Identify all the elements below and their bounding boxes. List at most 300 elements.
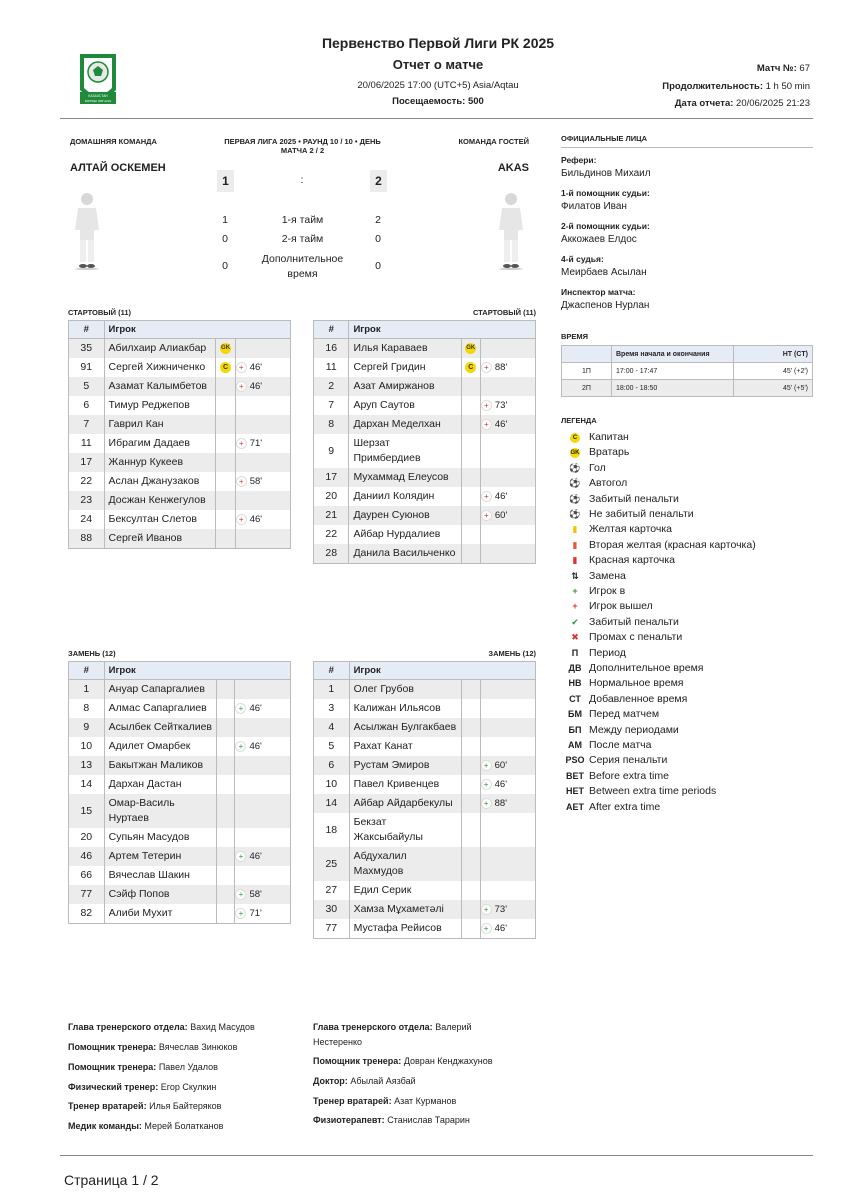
- home-kit-icon: [72, 190, 102, 270]
- player-badge-cell: [217, 885, 235, 904]
- player-badge-cell: [217, 847, 235, 866]
- player-event-cell: [480, 756, 535, 775]
- legend-item: [565, 492, 679, 507]
- player-number: 10: [69, 737, 105, 756]
- times-added: 45' (+2'): [734, 363, 813, 380]
- player-event-cell: [235, 794, 291, 828]
- home-staff-item: [68, 1099, 298, 1114]
- legend-item: [565, 769, 669, 784]
- player-number: 18: [314, 813, 350, 847]
- header-divider: [60, 118, 813, 119]
- table-row: [314, 680, 536, 700]
- legend-text: После матча: [589, 739, 652, 751]
- player-name: Айбар Нурдалиев: [349, 525, 461, 544]
- period-et-home: 0: [222, 260, 228, 272]
- player-name: Алиби Мухит: [104, 904, 216, 924]
- event-minute: 46': [494, 923, 508, 934]
- after-extra-time-abbr: AET: [566, 801, 584, 812]
- staff-role: Глава тренерского отдела:: [313, 1022, 433, 1032]
- player-number: 1: [69, 680, 105, 700]
- table-row: [69, 491, 291, 510]
- legend-text: Автогол: [589, 477, 628, 490]
- home-start-label: СТАРТОВЫЙ (11): [68, 308, 132, 317]
- legend-text: Не забитый пенальти: [589, 508, 694, 520]
- player-number: 77: [314, 919, 350, 939]
- col-player: Игрок: [349, 662, 535, 680]
- sub-in-icon: +: [481, 904, 492, 915]
- goalkeeper-icon: GK: [220, 343, 231, 354]
- table-row: [314, 737, 536, 756]
- col-player: Игрок: [349, 321, 536, 339]
- legend-text: Вторая желтая (красная карточка): [589, 538, 756, 551]
- player-name: Азат Амиржанов: [349, 377, 461, 396]
- player-badge-cell: [462, 756, 480, 775]
- staff-role: Доктор:: [313, 1076, 348, 1086]
- table-row: [69, 510, 291, 529]
- player-event-cell: [235, 472, 290, 491]
- sub-out-icon: +: [481, 400, 492, 411]
- player-badge-cell: [462, 680, 480, 700]
- staff-name: Довран Кенджахунов: [403, 1056, 493, 1066]
- player-name: Гаврил Кан: [104, 415, 216, 434]
- round-header: ПЕРВАЯ ЛИГА 2025 • РАУНД 10 / 10 • ДЕНЬ МАТЧА 2 / 2: [224, 137, 381, 155]
- score-separator: :: [300, 174, 304, 186]
- penalty-shootout-abbr: PSO: [565, 755, 585, 766]
- legend-text: Промах с пенальти: [589, 631, 683, 644]
- player-name: Рустам Эмиров: [349, 756, 462, 775]
- substitution-icon: ⇅: [571, 570, 579, 581]
- sub-out-icon: +: [481, 419, 492, 430]
- table-header-row: [314, 321, 536, 339]
- event-minute: 58': [249, 476, 263, 487]
- player-event-cell: [480, 813, 535, 847]
- player-number: 15: [69, 794, 105, 828]
- player-number: 82: [69, 904, 105, 924]
- sub-out-icon: +: [481, 510, 492, 521]
- player-event-cell: [480, 794, 535, 813]
- col-player: Игрок: [104, 321, 290, 339]
- player-number: 20: [314, 487, 349, 506]
- legend-text: Желтая карточка: [589, 523, 673, 536]
- table-row: [69, 737, 291, 756]
- player-name: Едил Серик: [349, 881, 462, 900]
- legend-item: [565, 676, 683, 691]
- player-number: 21: [314, 506, 349, 525]
- player-number: 3: [314, 699, 350, 718]
- goalkeeper-icon: GK: [465, 343, 476, 354]
- table-header-row: [69, 321, 291, 339]
- table-row: [314, 358, 536, 377]
- table-row: [69, 472, 291, 491]
- player-number: 28: [314, 544, 349, 564]
- away-score: 2: [370, 170, 387, 192]
- player-name: Вячеслав Шакин: [104, 866, 216, 885]
- official-name: Аккожаев Елдос: [561, 234, 637, 245]
- player-number: 25: [314, 847, 350, 881]
- player-badge-cell: [462, 737, 480, 756]
- player-event-cell: [480, 396, 535, 415]
- player-badge-cell: [217, 680, 235, 700]
- player-badge-cell: [461, 396, 480, 415]
- officials-list: [561, 155, 813, 320]
- report-title: Первенство Первой Лиги РК 2025: [321, 35, 555, 51]
- player-name: Супьян Масудов: [104, 828, 216, 847]
- player-name: Рахат Канат: [349, 737, 462, 756]
- player-name: Олег Грубов: [349, 680, 462, 700]
- table-row: [314, 718, 536, 737]
- table-row: [314, 775, 536, 794]
- sub-out-icon: +: [236, 381, 247, 392]
- table-row: [314, 415, 536, 434]
- legend-item: [565, 445, 629, 460]
- player-badge-cell: [461, 415, 480, 434]
- player-name: Абилхаир Алиакбар: [104, 339, 216, 359]
- between-periods-abbr: БП: [568, 724, 582, 735]
- officials-title: ОФИЦИАЛЬНЫЕ ЛИЦА: [561, 134, 648, 143]
- player-event-cell: [235, 866, 291, 885]
- goalkeeper-icon: GK: [570, 450, 580, 457]
- official-name: Джаспенов Нурлан: [561, 300, 650, 311]
- legend-item: [565, 599, 653, 614]
- player-number: 22: [69, 472, 105, 491]
- extra-time-abbr: ДВ: [568, 663, 582, 673]
- away-staff-item: [313, 1020, 513, 1050]
- check-icon: ✔: [571, 616, 579, 627]
- player-name: Айбар Айдарбекулы: [349, 794, 462, 813]
- legend-item: [565, 476, 627, 491]
- player-number: 11: [69, 434, 105, 453]
- event-minute: 46': [494, 419, 508, 430]
- player-event-cell: [480, 699, 535, 718]
- player-out-icon: +: [572, 601, 578, 612]
- player-event-cell: [235, 377, 290, 396]
- player-name: Абдухалил Махмудов: [349, 847, 462, 881]
- added-time-abbr: СТ: [569, 693, 581, 704]
- report-date: Дата отчета: 20/06/2025 21:23: [674, 98, 810, 109]
- player-event-cell: [480, 506, 535, 525]
- player-badge-cell: [461, 506, 480, 525]
- player-badge-cell: [216, 339, 235, 359]
- event-minute: 71': [249, 438, 263, 449]
- player-event-cell: [480, 339, 535, 359]
- player-event-cell: [480, 900, 535, 919]
- home-start-table: [68, 320, 291, 549]
- staff-role: Физический тренер:: [68, 1082, 159, 1092]
- player-number: 5: [314, 737, 350, 756]
- times-range: 18:00 - 18:50: [612, 380, 734, 397]
- player-name: Сергей Иванов: [104, 529, 216, 549]
- player-event-cell: [480, 468, 535, 487]
- event-minute: 46': [249, 851, 262, 862]
- staff-name: Илья Байтеряков: [149, 1101, 222, 1111]
- event-minute: 71': [249, 908, 262, 919]
- home-staff-item: [68, 1060, 298, 1075]
- player-name: Аслан Джанузаков: [104, 472, 216, 491]
- times-table: [561, 345, 813, 397]
- player-event-cell: [480, 358, 535, 377]
- table-row: [314, 813, 536, 847]
- player-number: 24: [69, 510, 105, 529]
- player-number: 20: [69, 828, 105, 847]
- table-row: [69, 904, 291, 924]
- table-row: [314, 900, 536, 919]
- official-item: [561, 188, 813, 212]
- times-col-period: [562, 346, 612, 363]
- official-role: Инспектор матча:: [561, 287, 636, 297]
- legend-item: [565, 707, 659, 722]
- legend-text: Between extra time periods: [589, 785, 717, 798]
- table-row: [69, 339, 291, 359]
- svg-text:БІРІНШІ ЛИГАСЫ: БІРІНШІ ЛИГАСЫ: [84, 99, 112, 103]
- period-et-label: Дополнительное время: [261, 253, 344, 280]
- player-badge-cell: [217, 866, 235, 885]
- away-subs-label: ЗАМЕНЬ (12): [488, 649, 536, 658]
- player-event-cell: [235, 339, 290, 359]
- event-minute: 46': [249, 381, 263, 392]
- official-item: [561, 287, 813, 311]
- legend-text: Замена: [589, 569, 626, 582]
- sub-in-icon: +: [235, 851, 246, 862]
- player-event-cell: [480, 847, 535, 881]
- legend-item: [565, 692, 687, 707]
- event-minute: 46': [249, 741, 262, 752]
- official-item: [561, 221, 813, 245]
- between-extra-time-abbr: HET: [566, 786, 584, 797]
- player-badge-cell: [217, 699, 235, 718]
- player-name: Сэйф Попов: [104, 885, 216, 904]
- player-number: 30: [314, 900, 350, 919]
- table-row: [69, 775, 291, 794]
- table-row: [314, 756, 536, 775]
- staff-name: Вахид Масудов: [190, 1022, 255, 1032]
- col-number: #: [69, 662, 105, 680]
- player-number: 1: [314, 680, 350, 700]
- player-name: Дархан Меделхан: [349, 415, 461, 434]
- goal-icon: ⚽: [569, 462, 581, 473]
- player-name: Павел Кривенцев: [349, 775, 462, 794]
- player-event-cell: [480, 544, 535, 564]
- staff-role: Помощник тренера:: [68, 1042, 157, 1052]
- player-badge-cell: [462, 919, 480, 939]
- player-number: 9: [314, 434, 349, 468]
- player-event-cell: [235, 775, 291, 794]
- sub-in-icon: +: [235, 908, 246, 919]
- event-minute: 46': [249, 703, 262, 714]
- player-badge-cell: [462, 813, 480, 847]
- player-badge-cell: [216, 529, 235, 549]
- player-badge-cell: [461, 525, 480, 544]
- footer-divider: [60, 1155, 813, 1156]
- player-badge-cell: [216, 434, 235, 453]
- table-row: [314, 339, 536, 359]
- captain-icon: C: [220, 362, 231, 373]
- table-row: [314, 487, 536, 506]
- home-staff-item: [68, 1020, 298, 1035]
- table-row: [69, 377, 291, 396]
- legend-item: [565, 538, 756, 553]
- away-kit-icon: [496, 190, 526, 270]
- event-minute: 58': [249, 889, 262, 900]
- captain-icon: C: [565, 430, 585, 445]
- legend-text: After extra time: [589, 800, 661, 813]
- before-extra-time-abbr: BET: [566, 770, 584, 781]
- player-name: Ибрагим Дадаев: [104, 434, 216, 453]
- table-row: [314, 377, 536, 396]
- yellow-card-icon: ▮: [572, 524, 578, 535]
- table-row: [69, 756, 291, 775]
- table-row: [69, 396, 291, 415]
- player-event-cell: [480, 434, 535, 468]
- sub-in-icon: +: [481, 760, 492, 771]
- home-team-name: АЛТАЙ ОСКЕМЕН: [70, 162, 166, 174]
- player-badge-cell: [217, 737, 235, 756]
- sub-out-icon: +: [236, 362, 247, 373]
- player-badge-cell: [216, 510, 235, 529]
- player-number: 14: [69, 775, 105, 794]
- col-number: #: [314, 662, 350, 680]
- player-name: Бекзат Жаксыбайулы: [349, 813, 462, 847]
- player-badge-cell: [462, 718, 480, 737]
- table-row: [69, 453, 291, 472]
- player-event-cell: [235, 453, 290, 472]
- staff-name: Станислав Тарарин: [387, 1115, 470, 1125]
- sub-out-icon: +: [236, 514, 247, 525]
- player-event-cell: [235, 828, 291, 847]
- player-badge-cell: [461, 358, 480, 377]
- legend-item: [565, 753, 667, 768]
- player-badge-cell: [461, 339, 480, 359]
- staff-name: Павел Удалов: [158, 1062, 218, 1072]
- col-player: Игрок: [104, 662, 290, 680]
- player-number: 9: [69, 718, 105, 737]
- player-badge-cell: [217, 828, 235, 847]
- period-1-label: 1-я тайм: [281, 214, 324, 226]
- official-role: Рефери:: [561, 155, 597, 165]
- sub-in-icon: +: [481, 798, 492, 809]
- player-name: Аруп Саутов: [349, 396, 461, 415]
- legend-item: [565, 738, 651, 753]
- player-name: Мустафа Рейисов: [349, 919, 462, 939]
- report-subtitle: Отчет о матче: [392, 57, 484, 72]
- event-minute: 46': [249, 362, 263, 373]
- table-row: [314, 699, 536, 718]
- table-row: [69, 529, 291, 549]
- player-name: Ануар Сапаргалиев: [104, 680, 216, 700]
- legend-text: Период: [589, 646, 626, 659]
- player-number: 88: [69, 529, 105, 549]
- home-subs-table: [68, 661, 291, 924]
- legend-text: Забитый пенальти: [589, 492, 679, 505]
- player-event-cell: [480, 881, 535, 900]
- legend-item: [565, 430, 629, 445]
- player-name: Бакытжан Маликов: [104, 756, 216, 775]
- player-event-cell: [480, 415, 535, 434]
- table-row: [314, 434, 536, 468]
- player-name: Сергей Хижниченко: [104, 358, 216, 377]
- player-name: Алмас Сапаргалиев: [104, 699, 216, 718]
- player-name: Калижан Ильясов: [349, 699, 462, 718]
- times-title: ВРЕМЯ: [561, 332, 589, 341]
- player-event-cell: [235, 699, 291, 718]
- player-badge-cell: [461, 377, 480, 396]
- attendance: Посещаемость: 500: [392, 96, 484, 107]
- player-badge-cell: [462, 881, 480, 900]
- player-number: 5: [69, 377, 105, 396]
- player-number: 7: [314, 396, 349, 415]
- player-number: 77: [69, 885, 105, 904]
- times-col-ht: HT (CT): [734, 346, 813, 363]
- sub-out-icon: +: [481, 362, 492, 373]
- staff-name: Вячеслав Зинюков: [158, 1042, 238, 1052]
- player-badge-cell: [461, 468, 480, 487]
- times-period: 1П: [562, 363, 612, 380]
- player-name: Асылбек Сейткалиев: [104, 718, 216, 737]
- player-badge-cell: [461, 434, 480, 468]
- player-event-cell: [480, 525, 535, 544]
- staff-role: Медик команды:: [68, 1121, 142, 1131]
- player-badge-cell: [216, 491, 235, 510]
- legend-text: Красная карточка: [589, 554, 675, 567]
- player-event-cell: [235, 415, 290, 434]
- cross-icon: ✖: [571, 632, 579, 643]
- penalty-scored-icon: ⚽: [569, 493, 581, 504]
- legend-item: [565, 584, 625, 599]
- times-range: 17:00 - 17:47: [612, 363, 734, 380]
- player-number: 2: [314, 377, 349, 396]
- player-event-cell: [235, 718, 291, 737]
- player-name: Бексултан Слетов: [104, 510, 216, 529]
- player-number: 46: [69, 847, 105, 866]
- player-name: Мухаммад Елеусов: [349, 468, 461, 487]
- legend-item: [565, 661, 704, 676]
- legend-item: [565, 646, 626, 661]
- home-staff-item: [68, 1080, 298, 1095]
- staff-name: Абылай Аязбай: [350, 1076, 416, 1086]
- sub-out-icon: +: [236, 438, 247, 449]
- player-event-cell: [235, 885, 291, 904]
- player-event-cell: [480, 487, 535, 506]
- table-row: [69, 885, 291, 904]
- legend-item: [565, 630, 682, 645]
- player-name: Шерзат Примбердиев: [349, 434, 461, 468]
- player-badge-cell: [217, 775, 235, 794]
- table-row: [314, 525, 536, 544]
- staff-role: Помощник тренера:: [313, 1056, 402, 1066]
- player-name: Илья Караваев: [349, 339, 461, 359]
- table-row: [314, 396, 536, 415]
- table-row: [314, 506, 536, 525]
- player-name: Жаннур Кукеев: [104, 453, 216, 472]
- legend-item: [565, 507, 694, 522]
- event-minute: 73': [494, 904, 508, 915]
- table-row: [69, 434, 291, 453]
- event-minute: 46': [494, 779, 508, 790]
- player-number: 66: [69, 866, 105, 885]
- player-badge-cell: [462, 847, 480, 881]
- staff-role: Физиотерапевт:: [313, 1115, 385, 1125]
- after-match-abbr: АМ: [568, 740, 582, 750]
- second-yellow-icon: ▮: [572, 539, 578, 550]
- player-number: 4: [314, 718, 350, 737]
- player-name: Сергей Гридин: [349, 358, 461, 377]
- home-staff-item: [68, 1119, 298, 1134]
- legend-text: Серия пенальти: [589, 754, 668, 767]
- player-number: 23: [69, 491, 105, 510]
- table-row: [69, 866, 291, 885]
- table-row: [314, 794, 536, 813]
- table-row: [69, 718, 291, 737]
- player-in-icon: +: [572, 586, 578, 596]
